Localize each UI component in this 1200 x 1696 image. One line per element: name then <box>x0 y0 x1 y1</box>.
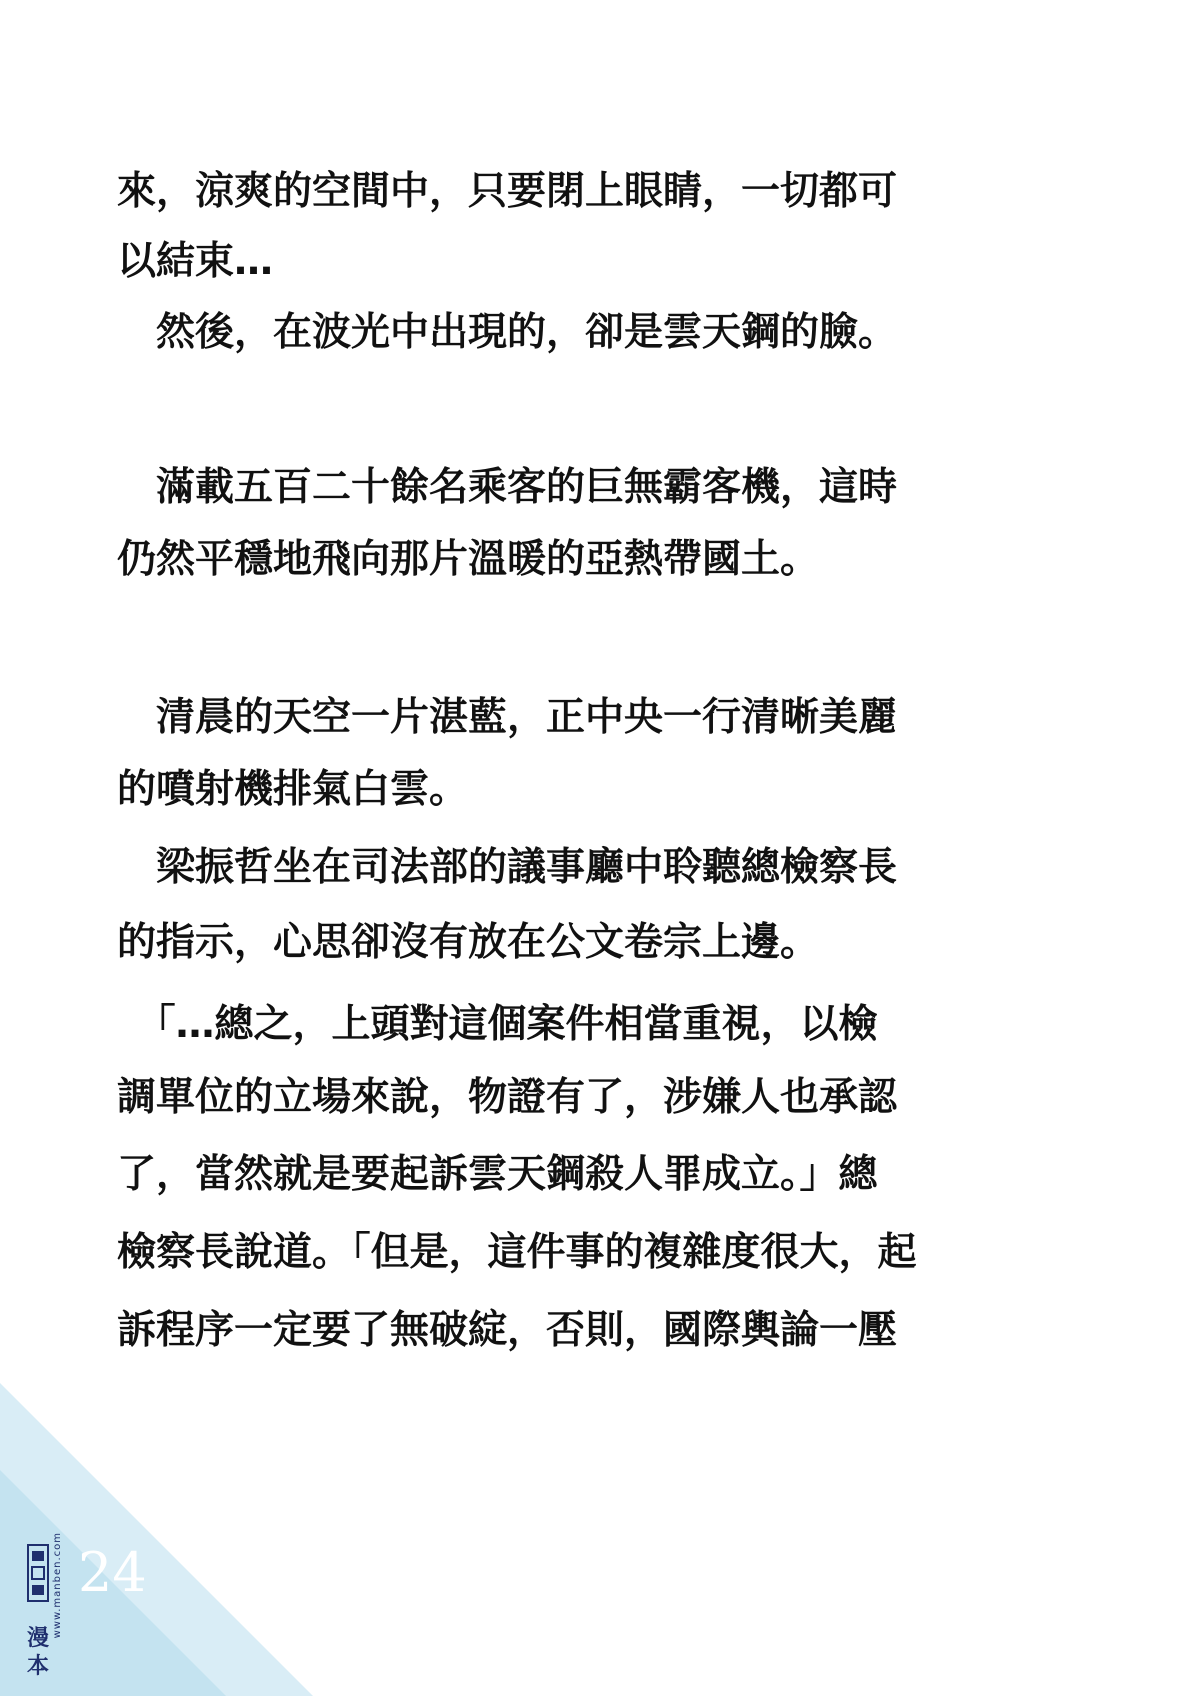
logo-text-man: 漫 <box>26 1626 50 1651</box>
logo-mark-inner-3 <box>32 1585 44 1595</box>
text-line: 仍然平穩地飛向那片溫暖的亞熱帶國土。 <box>117 537 820 582</box>
page-number: 24 <box>78 1541 147 1604</box>
text-line: 滿載五百二十餘名乘客的巨無霸客機，這時 <box>117 465 898 510</box>
watermark-url: www.manben.com <box>52 1532 63 1639</box>
text-line: 檢察長說道。「但是，這件事的複雜度很大，起 <box>117 1230 917 1275</box>
text-line: 「…總之，上頭對這個案件相當重視，以檢 <box>117 1002 878 1047</box>
text-line: 了，當然就是要起訴雲天鋼殺人罪成立。」總 <box>117 1152 878 1197</box>
text-line: 的噴射機排氣白雲。 <box>117 767 469 812</box>
text-line: 調單位的立場來說，物證有了，涉嫌人也承認 <box>117 1075 898 1120</box>
logo-mark-inner <box>32 1551 44 1561</box>
text-line: 的指示，心思卻沒有放在公文卷宗上邊。 <box>117 920 820 965</box>
text-line: 清晨的天空一片湛藍，正中央一行清晰美麗 <box>117 695 898 740</box>
text-line: 訴程序一定要了無破綻，否則，國際輿論一壓 <box>117 1308 898 1353</box>
logo-text-ben: 本 <box>26 1654 50 1679</box>
text-line: 來，涼爽的空間中，只要閉上眼睛，一切都可 <box>117 169 898 214</box>
text-line: 然後，在波光中出現的，卻是雲天鋼的臉。 <box>117 310 898 355</box>
text-line: 梁振哲坐在司法部的議事廳中聆聽總檢察長 <box>117 845 898 890</box>
text-line: 以結束… <box>117 239 274 284</box>
